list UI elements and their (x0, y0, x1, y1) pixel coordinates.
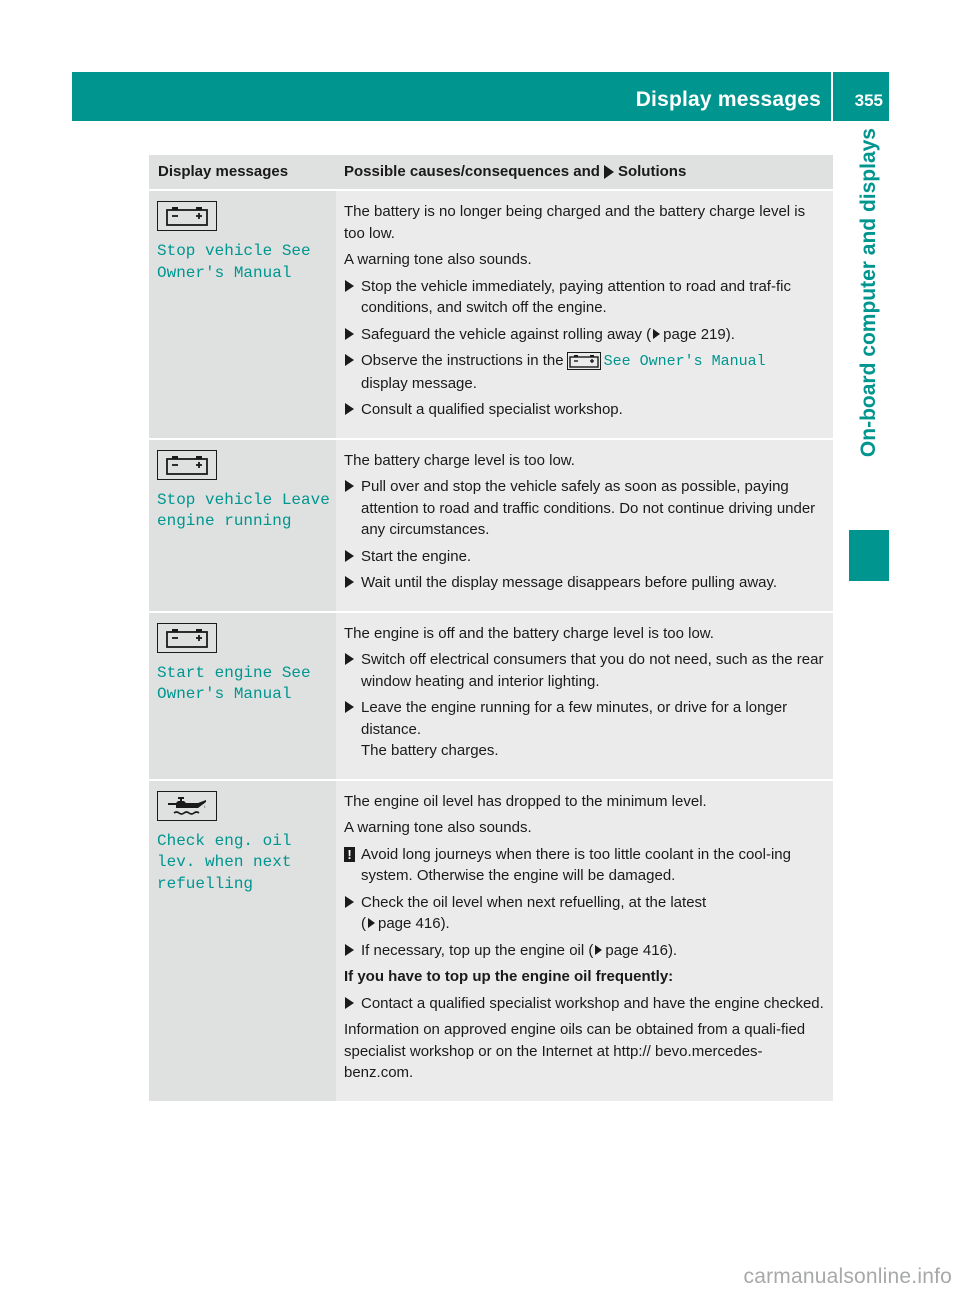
step-arrow-icon (345, 328, 354, 340)
step-arrow-icon (345, 280, 354, 292)
instruction-step (344, 546, 827, 568)
section-tab (849, 128, 889, 581)
warning-note (344, 844, 827, 887)
step-arrow-icon (345, 944, 354, 956)
cause-text: The engine is off and the battery charge level is too low. (344, 624, 714, 642)
display-message-text: Stop vehicle Leave engine running (157, 490, 330, 530)
step-text: Contact a qualified specialist workshop and have the engine checked. (361, 994, 824, 1012)
step-text: Check the oil level when next refuelling, at the latest (361, 893, 707, 911)
step-text: Switch off electrical consumers that you do not need, such as the rear window heating and interior lighting. (361, 651, 824, 690)
message-cell (149, 781, 336, 1101)
step-text: Pull over and stop the vehicle safely as soon as possible, paying attention to road and traffic conditions. Do not continue driving under any circumstances. (361, 478, 816, 538)
step-arrow-icon (345, 354, 354, 366)
display-messages-table (149, 155, 833, 1103)
instruction-step (344, 697, 827, 762)
step-text: display message. (361, 374, 477, 392)
instruction-step (344, 324, 827, 346)
message-cell (149, 440, 336, 611)
step-text: Start the engine. (361, 547, 472, 565)
solution-cell (336, 440, 833, 611)
instruction-step (344, 572, 827, 594)
step-arrow-icon (345, 550, 354, 562)
display-message-text: Start engine See Owner's Manual (157, 663, 311, 703)
section-tab-label: On-board computer and displays (857, 128, 880, 458)
cause-text: The battery charge level is too low. (344, 451, 575, 469)
instruction-step: Check the oil level when next refuelling, at the latest ( page 416). (344, 892, 827, 935)
step-arrow-icon (345, 653, 354, 665)
instruction-step (344, 993, 827, 1015)
watermark: carmanualsonline.info (743, 1265, 952, 1288)
oil-can-icon (157, 791, 217, 821)
column-header-solutions-label: Solutions (617, 163, 687, 180)
page-reference-link[interactable]: page 219). (663, 325, 735, 343)
step-arrow-icon (345, 576, 354, 588)
instruction-step (344, 399, 827, 421)
step-arrow-icon (345, 480, 354, 492)
step-text: Safeguard the vehicle against rolling away ( (361, 325, 652, 343)
page-reference-link[interactable]: page 416). (605, 941, 678, 959)
battery-icon (157, 450, 217, 480)
cause-text: The battery is no longer being charged and the battery charge level is too low. (344, 203, 806, 242)
table-row (149, 440, 833, 613)
step-text: Leave the engine running for a few minutes, or drive for a longer distance. (361, 699, 788, 738)
warning-icon: ! (344, 847, 355, 862)
arrow-right-icon (604, 165, 614, 179)
instruction-step (344, 649, 827, 692)
step-arrow-icon (345, 896, 354, 908)
inline-display-message: See Owner's Manual (603, 353, 766, 370)
solution-cell (336, 613, 833, 779)
step-text: Stop the vehicle immediately, paying attention to road and traf-fic conditions, and switch off the engine. (361, 277, 791, 316)
step-arrow-icon (345, 403, 354, 415)
display-message-text: Check eng. oil lev. when next refuelling (157, 831, 292, 893)
step-text: Wait until the display message disappears before pulling away. (361, 574, 778, 591)
section-marker-block (849, 530, 889, 581)
info-text: Information on approved engine oils can be obtained from a quali-fied specialist workshop or on the Internet at http:// bevo.mercedes-benz.com. (344, 1021, 806, 1081)
step-text: If necessary, top up the engine oil ( (361, 941, 594, 959)
step-result-text: The battery charges. (361, 742, 499, 759)
instruction-step (344, 276, 827, 319)
message-cell (149, 613, 336, 779)
battery-icon (157, 201, 217, 231)
instruction-step (344, 350, 827, 394)
page-reference-icon (653, 329, 660, 339)
column-header-solutions (336, 155, 833, 189)
page-title: Display messages (635, 88, 821, 111)
step-text: Observe the instructions in the (361, 352, 564, 369)
table-header-row (149, 155, 833, 191)
step-text: Consult a qualified specialist workshop. (361, 401, 623, 418)
column-header-display-messages: Display messages (158, 163, 289, 180)
cause-text: A warning tone also sounds. (344, 251, 532, 268)
battery-icon (567, 352, 601, 370)
step-arrow-icon (345, 997, 354, 1009)
table-row (149, 613, 833, 781)
subheading: If you have to top up the engine oil frequently: (344, 968, 674, 985)
battery-icon (157, 623, 217, 653)
instruction-step (344, 476, 827, 541)
solution-cell (336, 781, 833, 1101)
table-row (149, 191, 833, 440)
column-header-causes-label: Possible causes/consequences and (344, 163, 600, 180)
solution-cell (336, 191, 833, 438)
instruction-step (344, 940, 827, 962)
header-bar (72, 72, 889, 121)
table-row (149, 781, 833, 1103)
message-cell (149, 191, 336, 438)
display-message-text: Stop vehicle See Owner's Manual (157, 242, 311, 282)
cause-text: A warning tone also sounds. (344, 819, 532, 836)
cause-text: The engine oil level has dropped to the minimum level. (344, 792, 707, 810)
page-reference-link[interactable]: page 416). (378, 915, 450, 932)
warning-text: Avoid long journeys when there is too little coolant in the cool-ing system. Otherwise the engine will be damaged. (361, 845, 791, 884)
page-number: 355 (854, 91, 883, 110)
page-reference-icon (368, 918, 375, 928)
page-reference-icon (595, 945, 602, 955)
step-arrow-icon (345, 701, 354, 713)
header-divider (831, 72, 833, 121)
